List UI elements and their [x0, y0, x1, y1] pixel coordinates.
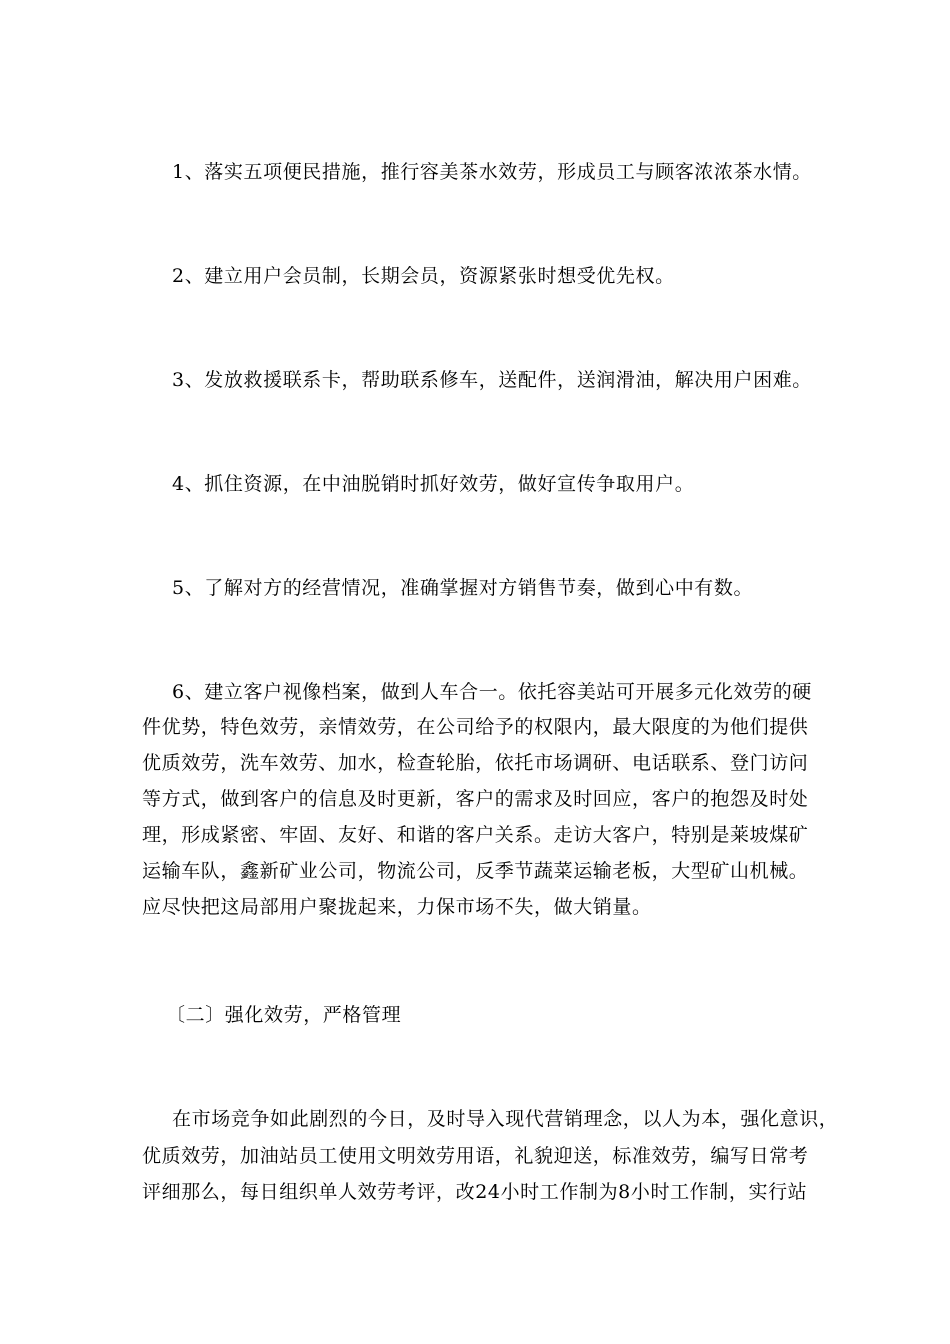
list-item-6-line: 件优势，特色效劳，亲情效劳，在公司给予的权限内，最大限度的为他们提供 — [142, 716, 809, 738]
paragraph-line: 在市场竞争如此剧烈的今日，及时导入现代营销理念，以人为本，强化意识， — [172, 1108, 839, 1130]
list-item-3: 3、发放救援联系卡，帮助联系修车，送配件，送润滑油，解决用户困难。 — [172, 369, 812, 391]
list-item-5: 5、了解对方的经营情况，准确掌握对方销售节奏，做到心中有数。 — [172, 577, 754, 599]
section-heading: 〔二〕强化效劳，严格管理 — [166, 1004, 402, 1026]
list-item-2: 2、建立用户会员制，长期会员，资源紧张时想受优先权。 — [172, 265, 675, 287]
list-item-6-line: 6、建立客户视像档案，做到人车合一。依托容美站可开展多元化效劳的硬 — [172, 681, 812, 703]
list-item-6-line: 应尽快把这局部用户聚拢起来，力保市场不失，做大销量。 — [142, 896, 652, 918]
list-item-6-line: 优质效劳，洗车效劳、加水，检查轮胎，依托市场调研、电话联系、登门访问 — [142, 752, 809, 774]
paragraph-line: 评细那么，每日组织单人效劳考评，改24小时工作制为8小时工作制，实行站 — [142, 1181, 808, 1203]
list-item-6-line: 运输车队，鑫新矿业公司，物流公司，反季节蔬菜运输老板，大型矿山机械。 — [142, 860, 809, 882]
list-item-1: 1、落实五项便民措施，推行容美茶水效劳，形成员工与顾客浓浓茶水情。 — [172, 161, 812, 183]
list-item-4: 4、抓住资源，在中油脱销时抓好效劳，做好宣传争取用户。 — [172, 473, 695, 495]
paragraph-line: 优质效劳，加油站员工使用文明效劳用语，礼貌迎送，标准效劳，编写日常考 — [142, 1145, 809, 1167]
list-item-6-line: 理，形成紧密、牢固、友好、和谐的客户关系。走访大客户，特别是莱坡煤矿 — [142, 824, 809, 846]
list-item-6-line: 等方式，做到客户的信息及时更新，客户的需求及时回应，客户的抱怨及时处 — [142, 788, 809, 810]
